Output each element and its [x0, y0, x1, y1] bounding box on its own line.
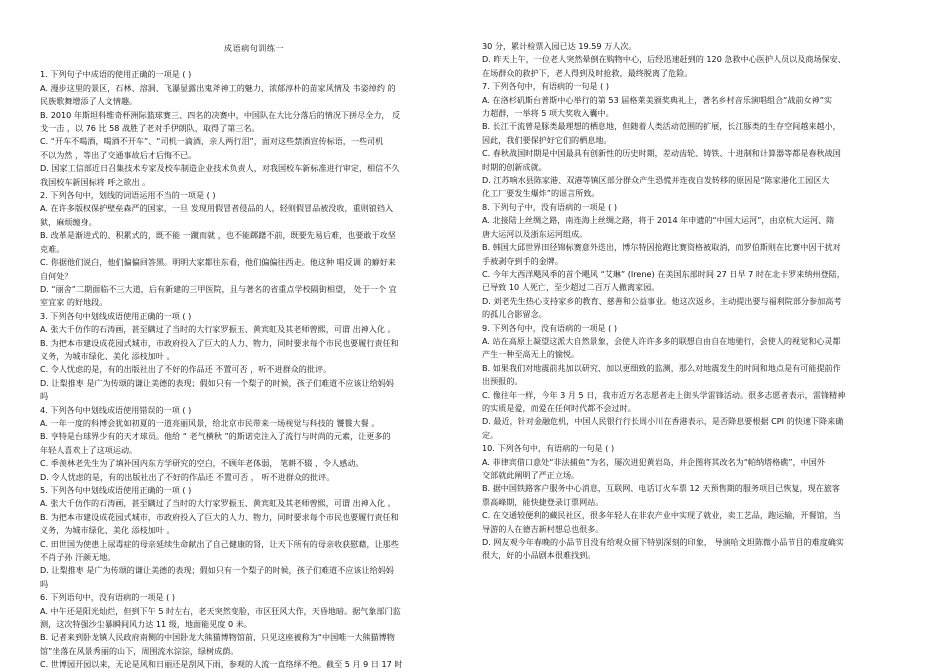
text-line: 10. 下列各句中，有语病的一句是 ( ) [482, 443, 615, 454]
text-line: D. 令人忧虑的是，有的出版社出了不好的作品还 不置可否 ， 听不进群众的批评。 [40, 471, 335, 482]
text-line: B. 改革是渐进式的、积累式的，既不能 一蹴而就 ，也不能踯躇不前，既要先易后难，也要敢于攻坚 [40, 230, 396, 241]
text-line: 不肖子孙 汗颜无地。 [40, 552, 116, 563]
text-line: 3. 下列各句中划线成语使用正确的一项 ( ) [40, 310, 192, 321]
text-line: A. 漫步这里的景区，石林、溶洞、飞瀑显露出鬼斧神工的魅力，浓郁淳朴的苗家风情及 韦姿绰约 的 [40, 82, 396, 93]
text-line: B. 据中国铁路客户服务中心消息，互联网、电话订火车票 12 天预售期的服务项目已恢复，现在旅客 [482, 483, 840, 494]
text-line: 已导致 10 人死亡，至少超过二百万人撤离家园。 [482, 282, 660, 293]
text-line: D. 昨天上午，一位老人突然晕倒在购物中心，后经迅速赶到的 120 急救中心医护人员以及商场保安、 [482, 54, 846, 65]
text-line: 自何处？ [40, 270, 73, 281]
text-line: 测，这次特强沙尘暴瞬间风力达 11 级，地面能见度 0 米。 [40, 619, 252, 630]
text-line: 4. 下列各句中划线成语使用错误的一项 ( ) [40, 404, 192, 415]
text-line: 室宜家 的好地段。 [40, 297, 108, 308]
text-line: A. 张大千仿作的石涛画，甚至瞒过了当时的大行家罗振玉、黄宾虹及其老师曾熙，可谓 出神入化 。 [40, 498, 396, 509]
text-line: A. 菲律宾借口意处“非法捕鱼”为名，屡次进犯黄岩岛，并企图将其改名为“帕纳塔格礁”，中国外 [482, 456, 825, 467]
text-line: C. 季羡林老先生为了填补国内东方学研究的空白，不顾年老体弱， 笔耕不辍 ，令人感动。 [40, 458, 364, 469]
text-line: A. 站在高原上凝望这派大自然景象，会使人许许多多的联想自由自在地驰行，会使人的视觉和心灵都 [482, 335, 841, 346]
text-line: 吗 [40, 578, 49, 589]
text-line: D. “丽舍”二期面临不三大道，后有新建的三甲医院，且与著名的省重点学校隔街相望， 处于一个 宜 [40, 283, 397, 294]
text-line: C. 世博园开园以来，无论是风和日丽还是刮风下雨，参观的人流一直络绎不绝。截至 5 月 9 日 17 时 [40, 659, 403, 670]
text-line: 年轻人喜欢上了这项运动。 [40, 444, 138, 455]
right-text-lines [482, 40, 910, 563]
text-line: B. 韩国大邱世界田径锦标赛意外迭出，博尔特因抢跑比赛资格被取消，而罗伯斯则在比赛中因干扰对 [482, 242, 841, 253]
left-text-lines [40, 68, 468, 671]
text-line: D. 让梨推枣 是广为传颂的谦让美德的表现；假如只有一个梨子的时候，孩子们难道不应该让给妈妈 [40, 565, 394, 576]
text-line: C. 今年大西洋飓风季的首个飓风 “艾琳” (Irene) 在美国东部时间 27 日早 7 时在北卡罗来纳州登陆， [482, 268, 845, 279]
text-line: 的实质是爱，而爱在任何时代都不会过时。 [482, 402, 636, 413]
text-line: 很大，好的小品剧本很难找到。 [482, 550, 596, 561]
text-line: 出预报的。 [482, 376, 523, 387]
text-line: 交部就此阐明了严正立场。 [482, 470, 580, 480]
text-line: 时期的创新成就。 [482, 161, 547, 172]
text-line: 义务，为城市绿化、美化 添枝加叶 。 [40, 525, 175, 536]
text-line: 2. 下列各句中，划线的词语运用不当的一项是 ( ) [40, 190, 216, 201]
text-line: C. 在交通较便利的藏民社区，很多年轻人在非农产业中实现了就业，卖工艺品，跑运输，开餐馆，当 [482, 510, 841, 521]
text-line: 产生一种至高无上的愉悦。 [482, 349, 580, 360]
text-line: 民族歌舞增添了人文情趣。 [40, 96, 138, 107]
text-line: A. 一年一度的科博会犹如初夏的一道亮丽风景，给北京市民带来一场视觉与科技的 饕餮大餐 。 [40, 417, 380, 428]
text-line: D. 江苏响水县陈家港、双港等镇区部分群众产生恐慌并连夜自发转移的原因是“陈家港化工园区大 [482, 175, 830, 186]
text-line: D. 刘老先生热心支持家乡的教育、慈善和公益事业。他这次返乡，主动提出要与福利院部分参加高考 [482, 295, 842, 306]
text-line: A. 北接陆上丝绸之路，南连海上丝绸之路，将于 2014 年申遗的“中国大运河”，由京杭大运河、隋 [482, 215, 835, 226]
text-line: B. 如果我们对地震前兆加以研究、加以更细致的监测，那么对地震发生的时间和地点是有可能提前作 [482, 362, 841, 373]
text-line: 6. 下列语句中，没有语病的一项是 ( ) [40, 592, 176, 603]
text-line: A. 中午还是阳光灿烂，但到下午 5 时左右，老天突然变脸，市区狂风大作，天昏地暗。据气象部门监 [40, 605, 401, 616]
text-line: B. 亨特是台球界少有的天才球员。他给 “ 老气横秋 ”的斯诺克注入了流行与时尚的元素，让更多的 [40, 431, 391, 442]
text-line: 戈一击 ，以 76 比 58 战胜了老对手伊朗队，取得了第三名。 [40, 123, 260, 134]
text-line: B. 长江干流曾是豚类最理想的栖息地，但随着人类活动范围的扩展，长江豚类的生存空间越来越小， [482, 121, 841, 132]
text-line: C. 春秋战国时期是中国最具有创新性的历史时期，差动齿轮、铸铁、十进制和计算器等都是春秋战国 [482, 148, 841, 159]
text-line: C. 你据他们说白，他们偏偏回答黑。明明大家都往东看，他们偏偏往西走。他这种 唱反调 的癖好来 [40, 257, 396, 268]
text-line: 7. 下列各句中，有语病的一句是 ( ) [482, 81, 609, 92]
right-column [482, 40, 910, 563]
text-line: 票高峰期，能快捷登录订票网站。 [482, 496, 604, 507]
text-line: 定。 [482, 429, 499, 440]
text-line: 吗 [40, 391, 49, 402]
text-line: 9. 下列各句中，没有语病的一项是 ( ) [482, 322, 618, 333]
text-line: A. 在许多版权保护壁垒森严的国家，一旦 发现用假冒者侵品的人，轻则假冒品被没收，重则锒铛入 [40, 203, 394, 214]
text-line: D. 网友观今年春晚的小品节目没有给观众留下特别深刻的印象， 导演哈文坦陈微小品节目的难度确实 [482, 537, 844, 548]
text-line: 因此，我们要保护好它们的栖息地。 [482, 134, 612, 145]
text-line: B. 为把本市建设成花园式城市，市政府投入了巨大的人力、物力，同时要求每个市民也要履行责任和 [40, 511, 399, 522]
text-line: B. 记者来到卧龙镇人民政府南侧的中国卧龙大熊猫博物馆前，只见这座被称为“中国唯一大熊猫博物 [40, 632, 395, 643]
text-line: C. 令人忧虑的是，有的出版社出了不好的作品还 不置可否 ，听不进群众的批评。 [40, 364, 332, 375]
text-line: 30 分，累计检票入园已达 19.59 万人次。 [482, 41, 637, 51]
text-line: 不以为然 ，等出了交通事故后才后悔不已。 [40, 149, 197, 160]
text-line: 的孤儿合影留念。 [482, 309, 547, 320]
text-line: 化工厂要发生爆炸”的谣言所致。 [482, 188, 600, 199]
text-line: B. 为把本市建设成花园式城市，市政府投入了巨大的人力、物力，同时要求每个市民也要履行责任和 [40, 337, 399, 348]
text-line: B. 2010 年斯坦科维奇杯洲际篮球赛三、四名的决赛中，中国队在大比分落后的情况下拼尽全力， 反 [40, 109, 401, 120]
text-line: 手被剥夺到手的金牌。 [482, 255, 563, 266]
text-line: C. 田世国为使患上尿毒症的母亲延续生命献出了自己健康的肾，让天下所有的母亲收获慰藉，让那些 [40, 538, 399, 549]
text-line: D. 让梨推枣 是广为传颂的谦让美德的表现；假如只有一个梨子的时候，孩子们难道不应该让给妈妈 [40, 377, 394, 388]
text-line: 5. 下列各句中划线成语使用正确的一项 ( ) [40, 485, 192, 495]
text-line: D. 最近，针对金融危机，中国人民银行行长周小川在香港表示，是否降息要根据 CPI 的快速下降来确 [482, 416, 844, 427]
text-line: 克难。 [40, 243, 65, 254]
page-title: 成语病句训练一 [223, 43, 285, 53]
text-line: 义务，为城市绿化、美化 添枝加叶 。 [40, 350, 175, 361]
text-line: C. 像往年一样，今年 3 月 5 日，我市近万名志愿者走上街头学雷锋活动。很多志愿者表示，雷锋精神 [482, 389, 846, 400]
text-line: D. 国家工信部近日召集技术专家及校车制造企业技术负责人，对我国校车新标准进行审定，相信不久 [40, 163, 400, 174]
text-line: 8. 下列句子中，没有语病的一项是 ( ) [482, 201, 618, 212]
text-line: 在场群众的救护下，老人得到及时抢救，最终脱离了危险。 [482, 67, 693, 78]
text-line: A. 张大千仿作的石涛画，甚至瞒过了当时的大行家罗振玉、黄宾虹及其老师曾熙，可谓 出神入化 。 [40, 324, 396, 335]
text-line: C. “开车不喝酒，喝酒不开车”、“司机一滴酒，亲人两行泪”，面对这些禁酒宣传标语，一些司机 [40, 136, 384, 147]
text-line: 1. 下列句子中成语的使用正确的一项是 ( ) [40, 69, 192, 80]
text-line: 力超群，一举将 5 项大奖收入囊中。 [482, 108, 614, 119]
text-line: 唐大运河以及浙东运河组成。 [482, 228, 588, 239]
text-line: 我国校车新国标将 呼之欲出 。 [40, 176, 151, 187]
text-line: 狱，麻烦缠身。 [40, 216, 97, 227]
text-line: 导游的人在德吉新村想总也很多。 [482, 523, 604, 534]
text-line: A. 在洛杉矶斯台普斯中心举行的第 53 届格莱美颁奖典礼上，著名乡村音乐演唱组合“战前女神”实 [482, 94, 833, 105]
text-line: 馆”坐落在风景秀丽的山下，周围流水淙淙，绿树成荫。 [40, 645, 239, 656]
left-column [40, 42, 468, 672]
